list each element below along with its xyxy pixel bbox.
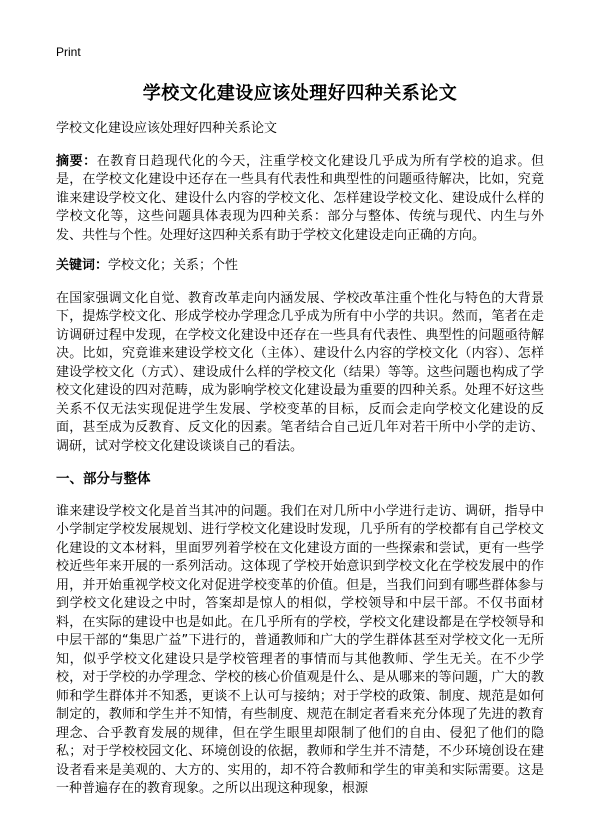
print-link[interactable]: Print (56, 45, 81, 59)
abstract-label: 摘要： (56, 153, 97, 169)
keywords-paragraph (56, 257, 544, 276)
page-title: 学校文化建设应该处理好四种关系论文 (142, 83, 458, 104)
section-heading: 一、部分与整体 (56, 471, 151, 487)
abstract-paragraph (56, 153, 544, 246)
document-subtitle: 学校文化建设应该处理好四种关系论文 (56, 121, 278, 136)
intro-paragraph: 在国家强调文化自觉、教育改革走向内涵发展、学校改革注重个性化与特色的大背景下，提炼学校文化、形成学校办学理念几乎成为所有中小学的共识。然而，笔者在走访调研过程中发现，在学校文化建设中还存在一些具有代表性、典型性的问题亟待解决。比如，究竟谁来建设学校文化（主体）、建设什么内容的学校文化（内容）、怎样建设学校文化（方式）、建设成什么样的学校文化（结果）等等。这些问题也构成了学校文化建设的四对范畴，成为影响学校文化建设最为重要的四种关系。处理不好这些关系不仅无法实现促进学生发展、学校变革的目标，反而会走向学校文化建设的反面，甚至成为反教育、反文化的因素。笔者结合自己近几年对若干所中小学的走访、调研，试对学校文化建设谈谈自己的看法。 (56, 290, 544, 454)
keywords-label: 关键词： (56, 258, 109, 273)
section-paragraph: 谁来建设学校文化是首当其冲的问题。我们在对几所中小学进行走访、调研，指导中小学制定学校发展规划、进行学校文化建设时发现，几乎所有的学校都有自己学校文化建设的文本材料，里面罗列着学校在文化建设方面的一些探索和尝试，更有一些学校近些年来开展的一系列活动。这体现了学校开始意识到学校文化在学校发展中的作用，并开始重视学校文化对促进学校变革的价值。但是，当我们问到有哪些群体参与到学校文化建设之中时，答案却是惊人的相似，学校领导和中层干部。不仅书面材料，在实际的建设中也是如此。在几乎所有的学校，学校文化建设都是在学校领导和中层干部的“集思广益”下进行的，普通教师和广大的学生群体甚至对学校文化一无所知，似乎学校文化建设只是学校管理者的事情而与其他教师、学生无关。在不少学校，对于学校的办学理念、学校的核心价值观是什么、是从哪来的等问题，广大的教师和学生群体并不知悉，更谈不上认可与接纳；对于学校的政策、制度、规范是如何制定的，教师和学生并不知情，有些制度、规范在制定者看来充分体现了先进的教育理念、合乎教育发展的规律，但在学生眼里却限制了他们的自由、侵犯了他们的隐私；对于学校校园文化、环境创设的依据，教师和学生并不清楚，不少环境创设在建设者看来是美观的、大方的、实用的，却不符合教师和学生的审美和实际需要。这是一种普遍存在的教育现象。之所以出现这种现象，根源 (56, 503, 544, 796)
document-content (56, 120, 544, 813)
abstract-text: 在教育日趋现代化的今天，注重学校文化建设几乎成为所有学校的追求。但是，在学校文化建设中还存在一些具有代表性和典型性的问题亟待解决，比如，究竟谁来建设学校文化、建设什么内容的学校文化、怎样建设学校文化、建设成什么样的学校文化等，这些问题具体表现为四种关系：部分与整体、传统与现代、内生与外发、共性与个性。处理好这四种关系有助于学校文化建设走向正确的方向。 (56, 153, 544, 243)
keywords-text: 学校文化；关系；个性 (108, 258, 239, 273)
